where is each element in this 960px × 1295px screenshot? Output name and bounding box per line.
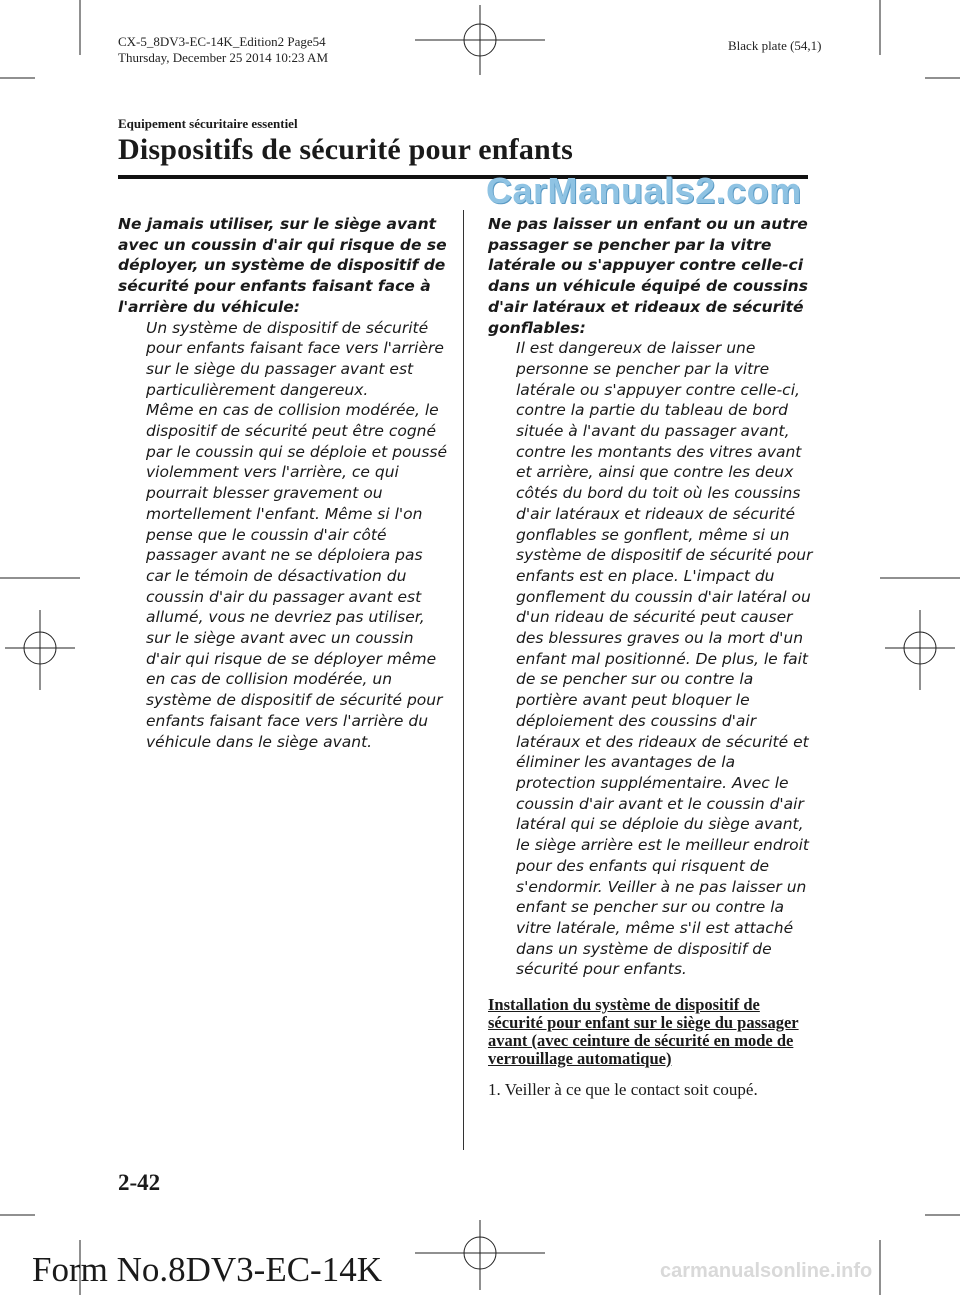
watermark-top: CarManuals2.com — [486, 170, 802, 211]
left-warning-body — [146, 318, 448, 753]
left-warning-para-1: Un système de dispositif de sécurité pour enfants faisant face vers l'arrière sur le siège du passager avant est particulièrement dangereux. — [146, 318, 444, 399]
timestamp: Thursday, December 25 2014 10:23 AM — [118, 50, 329, 65]
registration-mark-top — [415, 5, 545, 75]
right-warning-para-1: Il est dangereux de laisser une personne se pencher par la vitre latérale ou s'appuyer contre celle-ci, contre la partie du tableau de bord située à l'avant du passager avant, contre les montants des vitres avant et arrière, ainsi que contre les deux côtés du bord du toit où les coussins d'air latéraux et rideaux de sécurité gonflables se gonflent, même si un système de dispositif de sécurité pour enfants est en place. L'impact du gonflement du coussin d'air latéral ou d'un rideau de sécurité peut causer des blessures graves ou la mort d'un enfant mal positionné. De plus, le fait de se pencher sur ou contre la portière avant peut bloquer le déploiement des coussins d'air latéraux et des rideaux de sécurité et éliminer les avantages de la protection supplémentaire. Avec le coussin d'air avant et le coussin d'air latéral qui se déploie du siège avant, le siège arrière est le meilleur endroit pour des enfants qui risquent de s'endormir. Veiller à ne pas laisser un enfant se pencher sur ou contre la vitre latérale, même s'il est attaché dans un système de dispositif de sécurité pour enfants. — [516, 339, 813, 979]
form-number: Form No.8DV3-EC-14K — [32, 1250, 382, 1289]
right-warning-heading: Ne pas laisser un enfant ou un autre passager se pencher par la vitre latérale ou s'appuyer contre celle-ci dans un véhicule équipé de coussins d'air latéraux et rideaux de sécurité gonflables: — [488, 215, 808, 337]
plate-label: Black plate (54,1) — [728, 38, 822, 53]
page-title: Dispositifs de sécurité pour enfants — [118, 133, 573, 166]
right-warning-body — [516, 338, 813, 980]
left-warning-para-2: Même en cas de collision modérée, le dispositif de sécurité peut être cogné par le coussin qui se déploie et poussé violemment vers l'arrière, ce qui pourrait blesser gravement ou mortellement l'enfant. Même si l'on pense que le coussin d'air côté passager avant ne se déploiera pas car le témoin de désactivation du coussin d'air du passager avant est allumé, vous ne devriez pas utiliser, sur le siège avant avec un coussin d'air qui risque de se déployer même en cas de collision modérée, un système de dispositif de sécurité pour enfants faisant face vers l'arrière du véhicule dans le siège avant. — [146, 401, 448, 751]
file-info: CX-5_8DV3-EC-14K_Edition2 Page54 — [118, 34, 326, 49]
column-divider — [463, 210, 464, 1150]
procedure-heading: Installation du système de dispositif de sécurité pour enfant sur le siège du passager avant (avec ceinture de sécurité en mode de verrouillage automatique) — [488, 995, 799, 1069]
section-label: Equipement sécuritaire essentiel — [118, 116, 298, 131]
right-column — [488, 214, 813, 1100]
page-number: 2-42 — [118, 1170, 161, 1195]
registration-mark-bottom — [415, 1220, 545, 1290]
left-warning-heading: Ne jamais utiliser, sur le siège avant avec un coussin d'air qui risque de se déployer, un système de dispositif de sécurité pour enfants faisant face à l'arrière du véhicule: — [118, 215, 447, 316]
left-column — [118, 214, 448, 752]
procedure-step-1: 1. Veiller à ce que le contact soit coupé. — [488, 1080, 758, 1100]
registration-mark-left — [5, 610, 75, 690]
watermark-bottom: carmanualsonline.info — [660, 1260, 873, 1282]
registration-mark-right — [885, 610, 955, 690]
